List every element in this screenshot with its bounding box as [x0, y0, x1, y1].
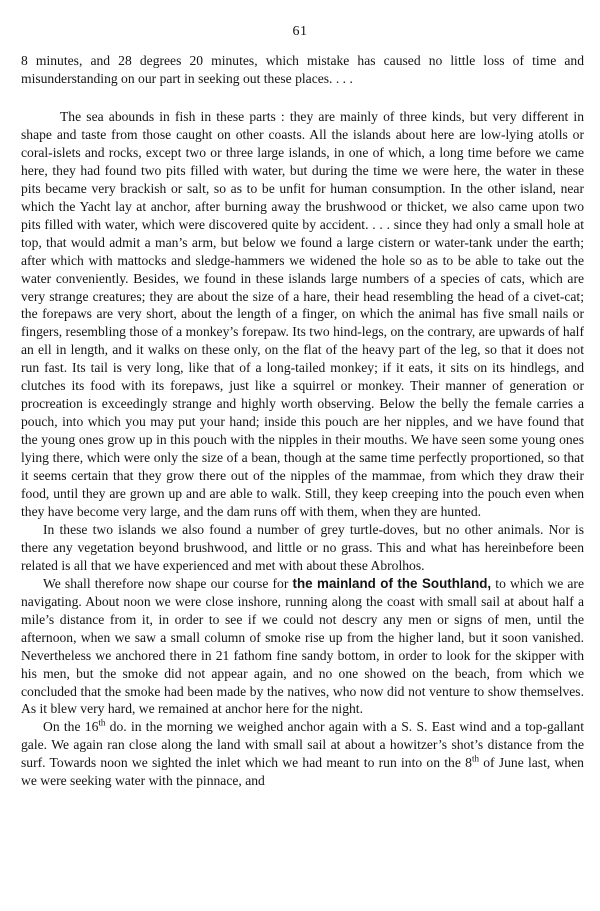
sixteenth-text-3: of June last, when we were seeking water with the pinnace, and — [21, 755, 584, 789]
paragraph-fish-and-islands: The sea abounds in fish in these parts : they are mainly of three kinds, but very different in shape and taste from those caught on other coasts. All the islands about here are low-lying atolls or coral-islets and rocks, except two or three large islands, in one of which, a long time before we came here, they had found two pits filled with water, but during the time we were here, the water in these pits became very brackish or salt, so as to be unfit for human consumption. In the other island, near which the Yacht lay at anchor, after burning away the brushwood or thicket, we also came upon two pits filled with water, which were discovered quite by accident. . . . since they had only a small hole at top, that would admit a man’s arm, but below we found a large cistern or water-tank under the earth; after which with mattocks and sledge-hammers we widened the hole so as to be able to take out the water conveniently. Besides, we found in these islands large numbers of a species of cats, which are very strange creatures; they are about the size of a hare, their head resembling the head of a civet-cat; the forepaws are very short, about the length of a finger, on which the animal has five small nails or fingers, resembling those of a monkey’s forepaw. Its two hind-legs, on the contrary, are upwards of half an ell in length, and it walks on these only, on the flat of the heavy part of the leg, so that it does not run fast. Its tail is very long, like that of a long-tailed monkey; if it eats, it sits on its hindlegs, and clutches its food with its forepaws, just like a squirrel or monkey. Their manner of generation or procreation is exceedingly strange and highly worth observing. Below the belly the female carries a pouch, into which you may put your hand; inside this pouch are her nipples, and we have found that the young ones grow up in this pouch with the nipples in their mouths. We have seen some young ones lying there, which were only the size of a bean, though at the same time perfectly proportioned, so that it seems certain that they grow there out of the nipples of the mammae, from which they draw their food, until they are grown up and are able to walk. Still, they keep creeping into the pouch even when they have become very large, and the dam runs off with them, when they are hunted. — [21, 109, 584, 519]
text-block-top — [21, 52, 584, 88]
sixteenth-text-2: do. in the morning we weighed anchor again with a S. S. East wind and a top-gallant gale. We again ran close along the land with small sail at about a howitzer’s shot’s distance from the surf. Towards noon we sighted the inlet which we had meant to run into on the 8 — [21, 719, 584, 771]
southland-bold-phrase: the mainland of the Southland, — [292, 575, 492, 591]
paragraph-continuation: 8 minutes, and 28 degrees 20 minutes, which mistake has caused no little loss of time and misunderstanding on our part in seeking out these places. . . . — [21, 53, 584, 86]
ordinal-superscript: th — [471, 753, 479, 764]
page-number: 61 — [292, 24, 308, 39]
paragraph-sixteenth — [21, 718, 584, 790]
southland-text-before: We shall therefore now shape our course for — [43, 575, 293, 591]
paragraph-southland — [21, 575, 584, 719]
paragraph-turtle-doves: In these two islands we also found a number of grey turtle-doves, but no other animals. Nor is there any vegetation beyond brushwood, and little or no grass. This and what has hereinbefore been related is all that we have experienced and met with about these Abrolhos. — [21, 521, 584, 573]
southland-text-after: to which we are navigating. About noon we were close inshore, running along the coast with small sail at about half a mile’s distance from it, in order to see if we could not descry any men or signs of men, until the afternoon, when we saw a small column of smoke rise up from the higher land, but it soon vanished. Nevertheless we anchored there in 21 fathom fine sandy bottom, in order to look for the skipper with his men, but the smoke did not appear again, and no one showed on the beach, from which we concluded that the smoke had been made by the natives, who now did not venture to show themselves. As it blew very hard, we remained at anchor here for the night. — [21, 575, 584, 717]
sixteenth-text-1: On the 16 — [43, 719, 99, 735]
ordinal-superscript: th — [98, 717, 106, 728]
text-block-main — [21, 108, 584, 790]
